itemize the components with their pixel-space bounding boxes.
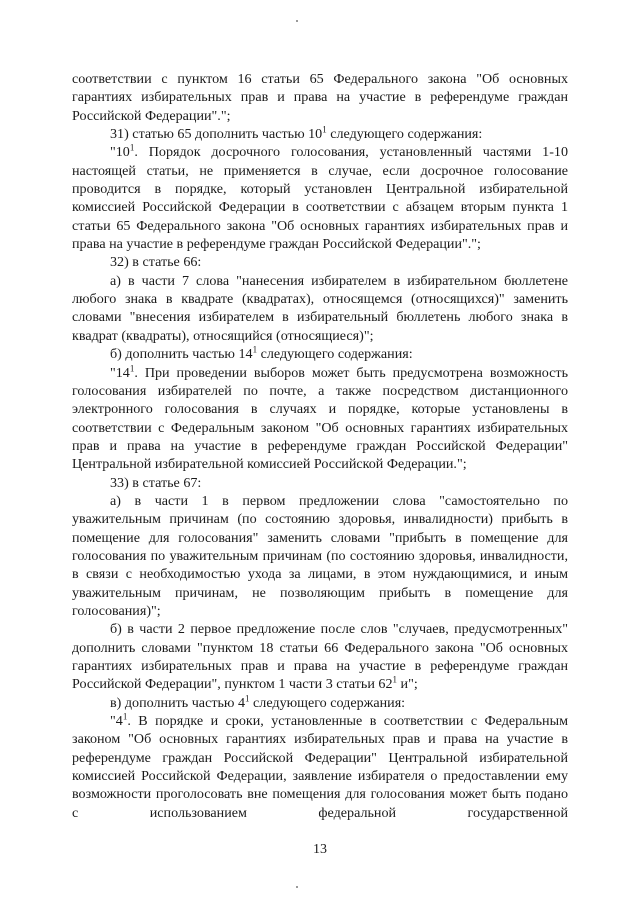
paragraph-item-33c <box>72 694 568 712</box>
text: "4 <box>110 713 123 730</box>
paragraph-item-31 <box>72 125 568 143</box>
paragraph-item-33b <box>72 620 568 693</box>
text: и"; <box>397 676 418 693</box>
text: б) в части 2 первое предложение после слов "случаев, предусмотренных" дополнить словами "пунктом 18 статьи 66 Федерального закона "Об основных гарантиях избирательных прав и права на участие в референдуме граждан Российской Федерации", пунктом 1 части 3 статьи 62 <box>72 621 568 693</box>
text: . При проведении выборов может быть предусмотрена возможность голосования избирателей по почте, а также посредством дистанционного электронного голосования в случаях и порядке, которые установлены в соответствии с Федеральным законом "Об основных гарантиях избирательных прав и права на участие в референдуме граждан Российской Федерации" Центральной избирательной комиссией Российской Федерации."; <box>72 364 568 473</box>
paragraph-item-32a: а) в части 7 слова "нанесения избирателем в избирательном бюллетене любого знака в квадрате (квадратах), относящемся (относящихся)" заменить словами "внесения избирателем в избирательный бюллетень любого знака в квадрат (квадраты), относящийся (относящиеся)"; <box>72 272 568 344</box>
paragraph: соответствии с пунктом 16 статьи 65 Федерального закона "Об основных гарантиях избирательных прав и права на участие в референдуме граждан Российской Федерации"."; <box>72 71 568 124</box>
page-number: 13 <box>313 842 327 857</box>
text: . В порядке и сроки, установленные в соответствии с Федеральным законом "Об основных гарантиях избирательных прав и права на участие в референдуме граждан Российской Федерации" Центральной избирательной комиссией Российской Федерации, заявление избирателя о предоставлении ему возможности проголосовать вне помещения для голосования может быть подано с использованием федеральной государственной <box>72 713 568 821</box>
superscript: 1 <box>122 711 128 722</box>
text: следующего содержания: <box>326 126 483 143</box>
text: следующего содержания: <box>249 694 406 711</box>
top-scan-mark <box>296 20 298 22</box>
paragraph-item-33: 33) в статье 67: <box>110 474 202 491</box>
superscript: 1 <box>129 142 135 153</box>
text: б) дополнить частью 14 <box>110 346 253 363</box>
text: следующего содержания: <box>257 346 413 363</box>
document-body <box>72 70 568 822</box>
superscript: 1 <box>392 674 398 685</box>
paragraph-item-32: 32) в статье 66: <box>110 254 202 271</box>
superscript: 1 <box>252 344 258 355</box>
superscript: 1 <box>129 362 135 373</box>
superscript: 1 <box>245 693 250 703</box>
text: 31) статью 65 дополнить частью 10 <box>110 126 323 143</box>
text: . Порядок досрочного голосования, установленный частями 1-10 настоящей статьи, не применяется в случае, если досрочное голосование проводится в порядке, который установлен Центральной избирательной комиссией Российской Федерации в соответствии с абзацем вторым пункта 1 статьи 65 Федерального закона "Об основных гарантиях избирательных прав и права на участие в референдуме граждан Российской Федерации"."; <box>72 144 568 253</box>
superscript: 1 <box>322 124 327 135</box>
paragraph-item-33a: а) в части 1 в первом предложении слова "самостоятельно по уважительным причинам (по состоянию здоровья, инвалидности) прибыть в помещение для голосования" заменить словами "прибыть в помещение для голосования по уважительным причинам (по состоянию здоровья, инвалидности, в связи с необходимостью ухода за лицами, в этом нуждающимися, и иным уважительным причинам, не позволяющим прибыть в помещение для голосования)"; <box>72 492 568 619</box>
paragraph-quote-14-1 <box>72 364 568 474</box>
bottom-scan-mark <box>296 886 298 888</box>
text: в) дополнить частью 4 <box>110 694 246 711</box>
text: "14 <box>110 364 130 381</box>
text: "10 <box>110 144 130 161</box>
paragraph-quote-4-1 <box>72 712 568 822</box>
paragraph-quote-10-1 <box>72 143 568 253</box>
paragraph-item-32b <box>72 345 568 363</box>
